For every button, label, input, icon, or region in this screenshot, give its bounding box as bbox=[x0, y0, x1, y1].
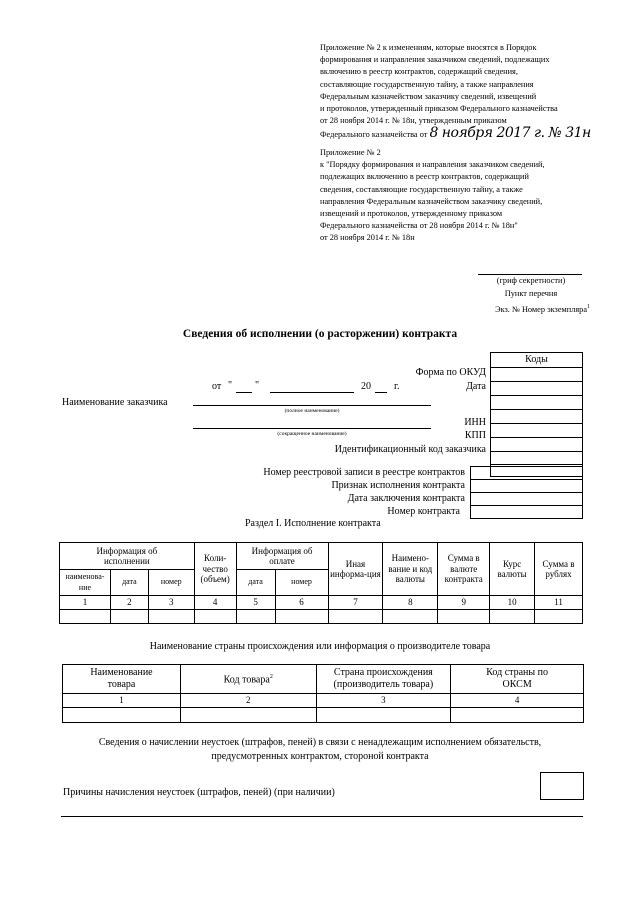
origin-table bbox=[62, 664, 584, 723]
month-field[interactable] bbox=[270, 392, 354, 393]
annex-header-last-line-prefix: Федерального казначейства от bbox=[320, 130, 428, 140]
conclusion-date-cell[interactable] bbox=[471, 493, 583, 506]
col-number: 11 bbox=[535, 596, 583, 610]
table-cell[interactable] bbox=[451, 708, 584, 723]
date-label: Дата bbox=[466, 381, 486, 392]
annex-header-line: от 28 ноября 2014 г. № 18н, утвержденным приказом bbox=[320, 116, 507, 126]
subheader-pay-date: дата bbox=[236, 570, 275, 596]
header-sum-currency: Сумма в валюте контракта bbox=[438, 543, 490, 596]
code-inn-cell[interactable] bbox=[491, 438, 583, 452]
date-quote-close: " bbox=[255, 380, 260, 391]
table-cell[interactable] bbox=[194, 610, 236, 624]
codes-header: Коды bbox=[491, 353, 583, 368]
col-number: 4 bbox=[194, 596, 236, 610]
col-number: 6 bbox=[275, 596, 328, 610]
col-number: 2 bbox=[180, 694, 316, 708]
header-qty: Коли-чество (объем) bbox=[194, 543, 236, 596]
okud-label: Форма по ОКУД bbox=[415, 367, 486, 378]
penalty-code-box[interactable] bbox=[540, 772, 584, 800]
annex-2-title: Приложение № 2 bbox=[320, 148, 381, 157]
col-number: 3 bbox=[316, 694, 451, 708]
short-name-field[interactable] bbox=[193, 428, 431, 429]
full-name-field[interactable] bbox=[193, 405, 431, 406]
table-cell[interactable] bbox=[60, 610, 111, 624]
section1-table bbox=[59, 542, 583, 624]
origin-header-name: Наименование товара bbox=[63, 665, 181, 694]
col-number: 2 bbox=[110, 596, 148, 610]
annex-2-line: направления Федеральным казначейством заказчику сведений, bbox=[320, 196, 543, 206]
contract-codes-table bbox=[470, 466, 583, 519]
table-cell[interactable] bbox=[110, 610, 148, 624]
table-cell[interactable] bbox=[535, 610, 583, 624]
col-number: 7 bbox=[328, 596, 383, 610]
registry-number-cell[interactable] bbox=[471, 467, 583, 480]
date-year-suffix: г. bbox=[394, 381, 400, 392]
annex-header-line: формирования и направления заказчиком сведений, подлежащих bbox=[320, 55, 550, 65]
code-empty-cell[interactable] bbox=[491, 410, 583, 424]
subheader-pay-number: номер bbox=[275, 570, 328, 596]
secrecy-ekz-sup: 1 bbox=[587, 304, 590, 310]
subheader-number: номер bbox=[148, 570, 194, 596]
annex-2-line: подлежащих включению в реестр контрактов, содержащий bbox=[320, 172, 529, 182]
annex-header-line: составляющие государственную тайну, а также направления bbox=[320, 79, 534, 89]
year-field[interactable] bbox=[375, 392, 387, 393]
header-exec-info: Информация об исполнении bbox=[60, 543, 195, 570]
penalty-line-2: предусмотренных контрактом, стороной контракта bbox=[211, 751, 429, 762]
table-cell[interactable] bbox=[383, 610, 438, 624]
contract-number-cell[interactable] bbox=[471, 506, 583, 519]
table-cell[interactable] bbox=[316, 708, 451, 723]
annex-2 bbox=[320, 147, 595, 245]
contract-number-label: Номер контракта bbox=[387, 506, 460, 517]
col-number: 3 bbox=[148, 596, 194, 610]
table-cell[interactable] bbox=[275, 610, 328, 624]
origin-header-code-sup: 2 bbox=[269, 674, 273, 681]
annex-header-line: Приложение № 2 к изменениям, которые вносятся в Порядок bbox=[320, 43, 537, 52]
col-number: 8 bbox=[383, 596, 438, 610]
date-year: 20 bbox=[361, 381, 371, 392]
code-okud-cell[interactable] bbox=[491, 368, 583, 382]
conclusion-date-label: Дата заключения контракта bbox=[347, 493, 465, 504]
penalty-reasons-label: Причины начисления неустоек (штрафов, пеней) (при наличии) bbox=[63, 787, 335, 798]
header-sum-rub: Сумма в рублях bbox=[535, 543, 583, 596]
origin-header-oksm: Код страны по ОКСМ bbox=[451, 665, 584, 694]
annex-header-last-line bbox=[320, 127, 592, 141]
col-number: 1 bbox=[60, 596, 111, 610]
col-number: 5 bbox=[236, 596, 275, 610]
table-cell[interactable] bbox=[490, 610, 535, 624]
annex-2-line: сведения, составляющие государственную тайну, а также bbox=[320, 184, 523, 194]
subheader-date: дата bbox=[110, 570, 148, 596]
table-cell[interactable] bbox=[328, 610, 383, 624]
full-name-hint: (полное наименование) bbox=[284, 408, 340, 414]
table-cell[interactable] bbox=[180, 708, 316, 723]
id-code-label: Идентификационный код заказчика bbox=[334, 444, 486, 455]
registry-number-label: Номер реестровой записи в реестре контрактов bbox=[263, 467, 465, 478]
annex-2-line: от 28 ноября 2014 г. № 18н bbox=[320, 233, 415, 243]
kpp-label: КПП bbox=[464, 430, 486, 441]
header-payment-info: Информация об оплате bbox=[236, 543, 328, 570]
code-date-cell[interactable] bbox=[491, 382, 583, 396]
annex-header-line: Федеральным казначейством заказчику сведений, извещений bbox=[320, 91, 537, 101]
date-ot: от bbox=[212, 381, 222, 392]
annex-header-line: и протоколов, утвержденный приказом Федерального казначейства bbox=[320, 104, 558, 114]
date-quote-open: " bbox=[228, 380, 233, 391]
short-name-hint: (сокращенное наименование) bbox=[277, 431, 347, 437]
col-number: 4 bbox=[451, 694, 584, 708]
table-cell[interactable] bbox=[438, 610, 490, 624]
inn-label: ИНН bbox=[464, 417, 486, 428]
table-cell[interactable] bbox=[63, 708, 181, 723]
header-name-code-currency: Наимено-вание и код валюты bbox=[383, 543, 438, 596]
penalty-reasons-field[interactable] bbox=[61, 816, 583, 817]
annex-2-line: извещений и протоколов, утвержденному приказом bbox=[320, 209, 503, 219]
execution-sign-label: Признак исполнения контракта bbox=[331, 480, 465, 491]
code-empty-cell[interactable] bbox=[491, 396, 583, 410]
page-title: Сведения об исполнении (о расторжении) контракта bbox=[182, 328, 458, 340]
header-other-info: Иная информа-ция bbox=[328, 543, 383, 596]
annex-2-line: к "Порядку формирования и направления заказчиком сведений, bbox=[320, 160, 545, 170]
origin-header-code-text: Код товара bbox=[223, 674, 270, 686]
origin-header-country: Страна происхождения (производитель товара) bbox=[316, 665, 451, 694]
section1-title: Раздел I. Исполнение контракта bbox=[245, 518, 381, 529]
col-number: 1 bbox=[63, 694, 181, 708]
penalty-line-1: Сведения о начислении неустоек (штрафов, пеней) в связи с ненадлежащим исполнением обязательств, bbox=[98, 737, 542, 748]
code-empty-cell[interactable] bbox=[491, 424, 583, 438]
secrecy-punkt: Пункт перечня bbox=[504, 289, 558, 298]
col-number: 9 bbox=[438, 596, 490, 610]
day-field[interactable] bbox=[236, 392, 252, 393]
header-rate: Курс валюты bbox=[490, 543, 535, 596]
table-cell[interactable] bbox=[236, 610, 275, 624]
annex-header bbox=[320, 42, 592, 142]
execution-sign-cell[interactable] bbox=[471, 480, 583, 493]
handwritten-date: 8 ноября 2017 г. № 31н bbox=[429, 125, 591, 142]
col-number: 10 bbox=[490, 596, 535, 610]
subheader-name: наименова-ние bbox=[60, 570, 111, 596]
annex-header-line: включению в реестр контрактов, содержащий сведения, bbox=[320, 67, 518, 77]
secrecy-ekz-text: Экз. № Номер экземпляра bbox=[495, 304, 587, 314]
code-kpp-cell[interactable] bbox=[491, 452, 583, 465]
secrecy-ekz bbox=[460, 301, 590, 316]
secrecy-grif: (гриф секретности) bbox=[496, 276, 566, 285]
table-cell[interactable] bbox=[148, 610, 194, 624]
annex-2-line: Федерального казначейства от 28 ноября 2014 г. № 18н" bbox=[320, 221, 518, 231]
codes-table bbox=[490, 352, 583, 477]
customer-name-label: Наименование заказчика bbox=[62, 397, 168, 408]
origin-title: Наименование страны происхождения или информация о производителе товара bbox=[149, 641, 491, 652]
origin-header-code bbox=[180, 665, 316, 694]
